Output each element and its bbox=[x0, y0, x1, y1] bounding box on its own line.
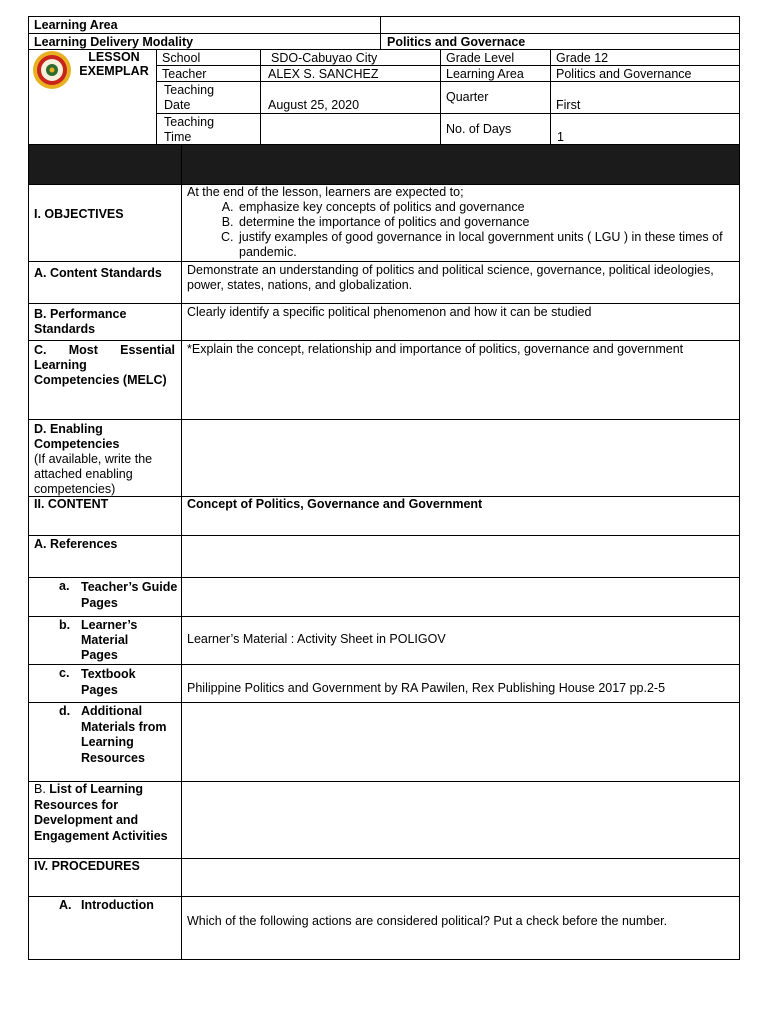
teaching-date-label-line1: Teaching bbox=[164, 83, 215, 97]
additional-materials-cell bbox=[181, 702, 740, 782]
learning-area-label2: Learning Area bbox=[446, 67, 524, 81]
grade-level-value: Grade 12 bbox=[556, 51, 609, 65]
objectives-label: I. OBJECTIVES bbox=[34, 207, 124, 221]
performance-standards-label: B. Performance Standards bbox=[34, 307, 127, 336]
teacher-value: ALEX S. SANCHEZ bbox=[268, 67, 379, 81]
melc-label-cell bbox=[28, 340, 182, 420]
content-standards-label: A. Content Standards bbox=[34, 266, 162, 280]
enabling-label-cell bbox=[28, 419, 182, 497]
modality-label: Learning Delivery Modality bbox=[34, 35, 194, 49]
grade-level-label-cell bbox=[440, 49, 551, 66]
additional-materials-label: Additional Materials from Learning Resources bbox=[81, 704, 167, 765]
textbook-label-cell bbox=[28, 664, 182, 703]
section-band-right bbox=[181, 144, 740, 185]
teaching-time-value-cell bbox=[260, 113, 441, 145]
days-value-cell bbox=[550, 113, 740, 145]
days-label: No. of Days bbox=[446, 122, 512, 136]
enabling-label: D. Enabling Competencies bbox=[34, 422, 120, 451]
list-resources-label-cell bbox=[28, 781, 182, 859]
learning-area-label: Learning Area bbox=[34, 18, 118, 32]
lesson-exemplar-title bbox=[74, 50, 154, 78]
references-label-cell bbox=[28, 535, 182, 578]
teaching-time-label bbox=[157, 114, 260, 145]
teachers-guide-label: Teacher’s Guide Pages bbox=[81, 580, 178, 610]
subject-title: Politics and Governace bbox=[387, 35, 526, 49]
learning-area-value2-cell bbox=[550, 65, 740, 82]
objectives-content bbox=[182, 185, 739, 261]
procedures-cell bbox=[181, 858, 740, 897]
subject-cell bbox=[380, 33, 740, 50]
objective-item-a: A. emphasize key concepts of politics and governance bbox=[237, 200, 734, 215]
teachers-guide-cell bbox=[181, 577, 740, 617]
lesson-word: LESSON bbox=[88, 50, 140, 64]
teaching-time-label-cell bbox=[156, 113, 261, 145]
introduction-marker: A. bbox=[59, 898, 72, 912]
content-text: Concept of Politics, Governance and Government bbox=[187, 497, 483, 511]
content-standards-text: Demonstrate an understanding of politics and political science, governance, political ideologies, power, states, nations, and globalization. bbox=[187, 263, 714, 292]
list-resources-text: List of Learning Resources for Development and Engagement Activities bbox=[34, 782, 168, 843]
grade-level-value-cell bbox=[550, 49, 740, 66]
enabling-cell bbox=[181, 419, 740, 497]
exemplar-word: EXEMPLAR bbox=[79, 64, 149, 78]
objective-item-c: C. justify examples of good governance in local government units ( LGU ) in these times of pandemic. bbox=[237, 230, 734, 260]
list-resources-cell bbox=[181, 781, 740, 859]
content-standards-label-cell bbox=[28, 261, 182, 304]
list-resources-label bbox=[29, 782, 181, 846]
deped-seal-logo bbox=[32, 50, 72, 90]
textbook-label: Textbook Pages bbox=[81, 667, 136, 697]
melc-cell bbox=[181, 340, 740, 420]
textbook-marker: c. bbox=[59, 666, 70, 680]
teaching-date-label-cell bbox=[156, 81, 261, 114]
teacher-label-cell bbox=[156, 65, 261, 82]
content-cell bbox=[181, 496, 740, 536]
quarter-label-cell bbox=[440, 81, 551, 114]
learners-material-cell bbox=[181, 616, 740, 665]
list-resources-prefix: B. bbox=[34, 782, 46, 796]
textbook-cell bbox=[181, 664, 740, 703]
procedures-label-cell bbox=[28, 858, 182, 897]
objectives-intro: At the end of the lesson, learners are expected to; bbox=[187, 185, 464, 199]
teaching-date-label-line2: Date bbox=[164, 98, 191, 112]
learning-area-value-cell bbox=[380, 16, 740, 34]
learners-material-label-cell bbox=[28, 616, 182, 665]
objective-item-b: B. determine the importance of politics and governance bbox=[237, 215, 734, 230]
quarter-value: First bbox=[556, 98, 581, 112]
teaching-date-label bbox=[157, 82, 260, 114]
content-label: II. CONTENT bbox=[34, 497, 109, 511]
teaching-time-label-line1: Teaching bbox=[164, 115, 215, 129]
teacher-label: Teacher bbox=[162, 67, 207, 81]
teaching-date-value-cell bbox=[260, 81, 441, 114]
school-label-cell bbox=[156, 49, 261, 66]
teaching-time-label-line2: Time bbox=[164, 130, 192, 144]
learning-area-label-cell bbox=[28, 16, 381, 34]
days-value: 1 bbox=[557, 130, 564, 144]
melc-text: *Explain the concept, relationship and importance of politics, governance and government bbox=[187, 342, 684, 356]
content-standards-cell bbox=[181, 261, 740, 304]
performance-standards-text: Clearly identify a specific political phenomenon and how it can be studied bbox=[187, 305, 592, 319]
teaching-date-value: August 25, 2020 bbox=[268, 98, 360, 112]
introduction-label-cell bbox=[28, 896, 182, 960]
performance-standards-label-cell bbox=[28, 303, 182, 341]
teachers-guide-marker: a. bbox=[59, 579, 70, 593]
additional-materials-marker: d. bbox=[59, 704, 71, 718]
learners-material-label: Learner’s Material Pages bbox=[81, 618, 138, 662]
quarter-label: Quarter bbox=[446, 90, 489, 104]
days-label-cell bbox=[440, 113, 551, 145]
content-label-cell bbox=[28, 496, 182, 536]
additional-materials-label-cell bbox=[28, 702, 182, 782]
textbook-text: Philippine Politics and Government by RA Pawilen, Rex Publishing House 2017 pp.2-5 bbox=[187, 681, 666, 695]
quarter-value-cell bbox=[550, 81, 740, 114]
teacher-value-cell bbox=[260, 65, 441, 82]
objectives-list bbox=[187, 200, 734, 260]
objectives-cell bbox=[181, 184, 740, 262]
performance-standards-cell bbox=[181, 303, 740, 341]
school-label: School bbox=[162, 51, 201, 65]
section-band-left bbox=[28, 144, 182, 185]
school-value-cell bbox=[260, 49, 441, 66]
school-value: SDO-Cabuyao City bbox=[271, 51, 378, 65]
introduction-label: Introduction bbox=[81, 898, 154, 912]
introduction-cell bbox=[181, 896, 740, 960]
learners-material-text: Learner’s Material : Activity Sheet in POLIGOV bbox=[187, 632, 446, 646]
teachers-guide-label-cell bbox=[28, 577, 182, 617]
references-label: A. References bbox=[34, 537, 118, 551]
learning-area-label2-cell bbox=[440, 65, 551, 82]
procedures-label: IV. PROCEDURES bbox=[34, 859, 140, 873]
objectives-label-cell bbox=[28, 184, 182, 262]
modality-label-cell bbox=[28, 33, 381, 50]
learners-material-marker: b. bbox=[59, 618, 71, 632]
enabling-note: (If available, write the attached enabling competencies) bbox=[34, 452, 153, 496]
introduction-text: Which of the following actions are considered political? Put a check before the number. bbox=[187, 914, 668, 928]
melc-label: C. Most Essential Learning Competencies (MELC) bbox=[34, 343, 175, 387]
grade-level-label: Grade Level bbox=[446, 51, 515, 65]
learning-area-value: Politics and Governance bbox=[556, 67, 692, 81]
references-cell bbox=[181, 535, 740, 578]
